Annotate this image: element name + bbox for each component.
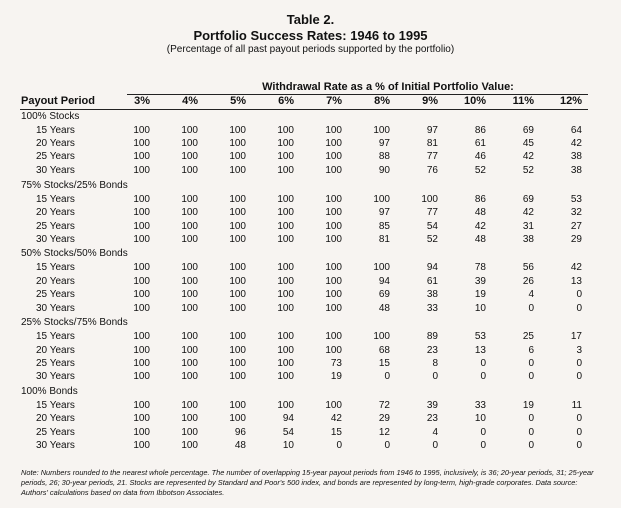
table-cell: 38	[570, 165, 582, 176]
table-cell: 31	[522, 221, 534, 232]
table-cell: 100	[181, 371, 198, 382]
table-cell: 100	[325, 400, 342, 411]
table-cell: 100	[277, 303, 294, 314]
table-cell: 0	[432, 371, 438, 382]
table-cell: 0	[528, 413, 534, 424]
table-cell: 100	[133, 151, 150, 162]
table-cell: 64	[570, 125, 582, 136]
column-header: 10%	[463, 95, 486, 107]
table-cell: 54	[426, 221, 438, 232]
table-cell: 29	[570, 234, 582, 245]
table-cell: 8	[432, 358, 438, 369]
table-cell: 77	[426, 151, 438, 162]
row-label: 30 Years	[36, 371, 75, 382]
row-label: 25 Years	[36, 151, 75, 162]
table-cell: 100	[133, 194, 150, 205]
table-cell: 10	[474, 413, 486, 424]
table-cell: 0	[576, 440, 582, 451]
table-cell: 100	[181, 234, 198, 245]
table-cell: 88	[378, 151, 390, 162]
table-cell: 100	[133, 207, 150, 218]
table-cell: 29	[378, 413, 390, 424]
table-cell: 0	[528, 358, 534, 369]
row-label: 15 Years	[36, 262, 75, 273]
table-cell: 48	[474, 234, 486, 245]
table-cell: 4	[528, 289, 534, 300]
table-cell: 94	[426, 262, 438, 273]
table-cell: 100	[133, 427, 150, 438]
row-label: 30 Years	[36, 440, 75, 451]
table-cell: 61	[426, 276, 438, 287]
table-cell: 0	[384, 371, 390, 382]
table-cell: 100	[325, 165, 342, 176]
table-cell: 85	[378, 221, 390, 232]
table-cell: 100	[325, 194, 342, 205]
column-header: 5%	[230, 95, 246, 107]
table-cell: 97	[378, 138, 390, 149]
table-cell: 100	[133, 303, 150, 314]
table-cell: 33	[426, 303, 438, 314]
table-cell: 0	[528, 440, 534, 451]
table-cell: 90	[378, 165, 390, 176]
table-cell: 100	[133, 358, 150, 369]
table-cell: 38	[426, 289, 438, 300]
column-header: 9%	[422, 95, 438, 107]
table-cell: 15	[378, 358, 390, 369]
table-number: Table 2.	[286, 12, 335, 27]
row-label: 20 Years	[36, 138, 75, 149]
table-cell: 100	[325, 234, 342, 245]
row-label: 30 Years	[36, 234, 75, 245]
table-cell: 48	[234, 440, 246, 451]
table-cell: 0	[576, 371, 582, 382]
table-cell: 69	[522, 194, 534, 205]
table-cell: 97	[378, 207, 390, 218]
column-header: 12%	[559, 95, 582, 107]
table-cell: 48	[378, 303, 390, 314]
table-cell: 100	[229, 165, 246, 176]
table-cell: 19	[522, 400, 534, 411]
table-cell: 11	[571, 400, 582, 411]
table-cell: 100	[181, 345, 198, 356]
table-cell: 100	[277, 331, 294, 342]
table-cell: 100	[373, 331, 390, 342]
table-cell: 100	[373, 125, 390, 136]
table-cell: 42	[522, 207, 534, 218]
table-cell: 100	[325, 221, 342, 232]
table-cell: 0	[576, 289, 582, 300]
table-cell: 100	[181, 125, 198, 136]
table-cell: 100	[181, 413, 198, 424]
table-note: Note: Numbers rounded to the nearest whole percentage. The number of overlapping 15-year payout periods from 1946 to 1995, inclusively, is 36; 20-year periods, 31; 25-year periods, 26; 30-year periods, 21. Stocks are represented by Standard and Poor's 500 index, and bonds are represented by long-term, high-grade corporates. Data source: Authors' calculations based on data from Ibbotson Associates.	[21, 468, 594, 497]
table-cell: 100	[133, 413, 150, 424]
table-cell: 100	[229, 358, 246, 369]
table-cell: 0	[336, 440, 342, 451]
row-label: 20 Years	[36, 207, 75, 218]
table-cell: 100	[277, 138, 294, 149]
table-cell: 100	[229, 194, 246, 205]
table-cell: 100	[277, 400, 294, 411]
table-cell: 100	[325, 276, 342, 287]
table-cell: 73	[330, 358, 342, 369]
table-cell: 52	[474, 165, 486, 176]
table-cell: 86	[474, 194, 486, 205]
table-cell: 6	[528, 345, 534, 356]
table-cell: 100	[229, 303, 246, 314]
table-cell: 100	[133, 276, 150, 287]
group-label: 25% Stocks/75% Bonds	[21, 317, 128, 328]
column-header: 8%	[374, 95, 390, 107]
table-cell: 0	[432, 440, 438, 451]
table-cell: 89	[426, 331, 438, 342]
table-cell: 100	[277, 289, 294, 300]
row-label: 20 Years	[36, 345, 75, 356]
table-cell: 100	[277, 262, 294, 273]
table-cell: 100	[181, 400, 198, 411]
table-cell: 54	[282, 427, 294, 438]
column-header: 4%	[182, 95, 198, 107]
table-cell: 100	[181, 207, 198, 218]
table-cell: 100	[229, 207, 246, 218]
table-cell: 100	[325, 331, 342, 342]
table-cell: 100	[181, 303, 198, 314]
group-label: 100% Stocks	[21, 111, 80, 122]
row-label: 15 Years	[36, 400, 75, 411]
table-cell: 10	[474, 303, 486, 314]
table-cell: 100	[229, 289, 246, 300]
table-cell: 33	[474, 400, 486, 411]
table-cell: 100	[133, 289, 150, 300]
table-cell: 42	[570, 138, 582, 149]
table-cell: 100	[373, 194, 390, 205]
table-cell: 100	[229, 151, 246, 162]
table-cell: 78	[474, 262, 486, 273]
table-cell: 76	[426, 165, 438, 176]
row-label: 25 Years	[36, 427, 75, 438]
table-cell: 100	[325, 151, 342, 162]
row-label: 30 Years	[36, 303, 75, 314]
table-caption: (Percentage of all past payout periods supported by the portfolio)	[166, 44, 455, 55]
table-cell: 0	[528, 427, 534, 438]
table-cell: 42	[330, 413, 342, 424]
table-cell: 53	[570, 194, 582, 205]
group-label: 75% Stocks/25% Bonds	[21, 180, 128, 191]
table-cell: 10	[282, 440, 294, 451]
table-cell: 42	[474, 221, 486, 232]
row-label: 30 Years	[36, 165, 75, 176]
row-label: 25 Years	[36, 358, 75, 369]
table-cell: 56	[522, 262, 534, 273]
table-cell: 100	[277, 221, 294, 232]
column-header: 7%	[326, 95, 342, 107]
row-label: 20 Years	[36, 276, 75, 287]
table-title: Portfolio Success Rates: 1946 to 1995	[193, 28, 428, 43]
table-cell: 100	[229, 221, 246, 232]
table-cell: 100	[133, 138, 150, 149]
table-cell: 45	[522, 138, 534, 149]
table-cell: 53	[474, 331, 486, 342]
header-rule	[20, 109, 588, 110]
table-cell: 100	[133, 234, 150, 245]
table-cell: 100	[229, 371, 246, 382]
table-cell: 15	[330, 427, 342, 438]
column-header: 3%	[134, 95, 150, 107]
table-cell: 68	[378, 345, 390, 356]
table-cell: 100	[229, 331, 246, 342]
table-cell: 38	[570, 151, 582, 162]
table-cell: 100	[181, 221, 198, 232]
row-label: 15 Years	[36, 331, 75, 342]
table-cell: 100	[229, 276, 246, 287]
table-cell: 100	[229, 413, 246, 424]
table-cell: 48	[474, 207, 486, 218]
table-cell: 0	[384, 440, 390, 451]
table-cell: 23	[426, 345, 438, 356]
table-cell: 100	[181, 276, 198, 287]
row-label: 25 Years	[36, 289, 75, 300]
table-cell: 100	[133, 345, 150, 356]
table-cell: 100	[229, 234, 246, 245]
table-cell: 12	[378, 427, 390, 438]
table-cell: 100	[181, 194, 198, 205]
table-cell: 17	[570, 331, 582, 342]
table-cell: 100	[181, 165, 198, 176]
table-cell: 0	[576, 413, 582, 424]
table-cell: 19	[330, 371, 342, 382]
table-cell: 100	[229, 400, 246, 411]
table-cell: 100	[325, 303, 342, 314]
table-cell: 100	[277, 358, 294, 369]
table-cell: 0	[480, 358, 486, 369]
table-cell: 52	[522, 165, 534, 176]
table-cell: 100	[181, 440, 198, 451]
table-cell: 100	[373, 262, 390, 273]
table-cell: 77	[426, 207, 438, 218]
table-cell: 100	[229, 345, 246, 356]
table-cell: 42	[570, 262, 582, 273]
row-label: 15 Years	[36, 125, 75, 136]
table-cell: 42	[522, 151, 534, 162]
table-cell: 81	[426, 138, 438, 149]
column-header: 11%	[512, 95, 534, 107]
table-cell: 100	[325, 138, 342, 149]
table-cell: 39	[426, 400, 438, 411]
table-cell: 81	[378, 234, 390, 245]
table-cell: 4	[432, 427, 438, 438]
table-cell: 100	[133, 262, 150, 273]
table-cell: 100	[133, 165, 150, 176]
table-cell: 96	[234, 427, 246, 438]
table-cell: 0	[480, 427, 486, 438]
table-cell: 46	[474, 151, 486, 162]
table-cell: 86	[474, 125, 486, 136]
table-cell: 25	[522, 331, 534, 342]
column-header: 6%	[278, 95, 294, 107]
table-cell: 100	[325, 345, 342, 356]
table-cell: 100	[133, 125, 150, 136]
table-cell: 100	[229, 138, 246, 149]
table-cell: 69	[378, 289, 390, 300]
table-cell: 13	[474, 345, 486, 356]
table-cell: 100	[277, 194, 294, 205]
table-cell: 100	[229, 262, 246, 273]
table-cell: 100	[181, 331, 198, 342]
table-cell: 100	[277, 234, 294, 245]
table-cell: 0	[576, 358, 582, 369]
table-cell: 23	[426, 413, 438, 424]
table-cell: 100	[325, 262, 342, 273]
table-cell: 69	[522, 125, 534, 136]
table-cell: 97	[426, 125, 438, 136]
table-cell: 0	[480, 440, 486, 451]
table-cell: 100	[277, 207, 294, 218]
table-cell: 32	[570, 207, 582, 218]
table-cell: 61	[474, 138, 486, 149]
table-cell: 52	[426, 234, 438, 245]
row-label: 25 Years	[36, 221, 75, 232]
table-cell: 72	[378, 400, 390, 411]
table-cell: 100	[133, 331, 150, 342]
table-cell: 19	[474, 289, 486, 300]
table-cell: 3	[576, 345, 582, 356]
table-cell: 26	[522, 276, 534, 287]
row-label: 20 Years	[36, 413, 75, 424]
table-cell: 100	[181, 262, 198, 273]
table-cell: 0	[576, 427, 582, 438]
table-cell: 100	[181, 138, 198, 149]
table-cell: 0	[528, 371, 534, 382]
table-cell: 13	[570, 276, 582, 287]
table-cell: 94	[378, 276, 390, 287]
table-cell: 100	[181, 358, 198, 369]
table-cell: 94	[282, 413, 294, 424]
table-cell: 100	[325, 289, 342, 300]
table-cell: 100	[133, 221, 150, 232]
row-header: Payout Period	[21, 95, 95, 107]
group-label: 100% Bonds	[21, 386, 78, 397]
table-cell: 100	[277, 125, 294, 136]
table-cell: 100	[277, 345, 294, 356]
table-cell: 100	[325, 125, 342, 136]
table-cell: 100	[181, 289, 198, 300]
group-label: 50% Stocks/50% Bonds	[21, 248, 128, 259]
table-cell: 100	[277, 165, 294, 176]
table-cell: 38	[522, 234, 534, 245]
table-cell: 100	[181, 427, 198, 438]
table-cell: 100	[277, 371, 294, 382]
table-cell: 100	[133, 371, 150, 382]
table-cell: 100	[277, 151, 294, 162]
table-cell: 100	[421, 194, 438, 205]
column-spanner: Withdrawal Rate as a % of Initial Portfolio Value:	[262, 81, 514, 93]
table-cell: 100	[277, 276, 294, 287]
table-cell: 27	[570, 221, 582, 232]
table-cell: 0	[480, 371, 486, 382]
table-cell: 0	[576, 303, 582, 314]
table-cell: 39	[474, 276, 486, 287]
row-label: 15 Years	[36, 194, 75, 205]
table-cell: 100	[325, 207, 342, 218]
table-cell: 100	[229, 125, 246, 136]
table-cell: 0	[528, 303, 534, 314]
table-cell: 100	[133, 440, 150, 451]
table-cell: 100	[181, 151, 198, 162]
table-cell: 100	[133, 400, 150, 411]
